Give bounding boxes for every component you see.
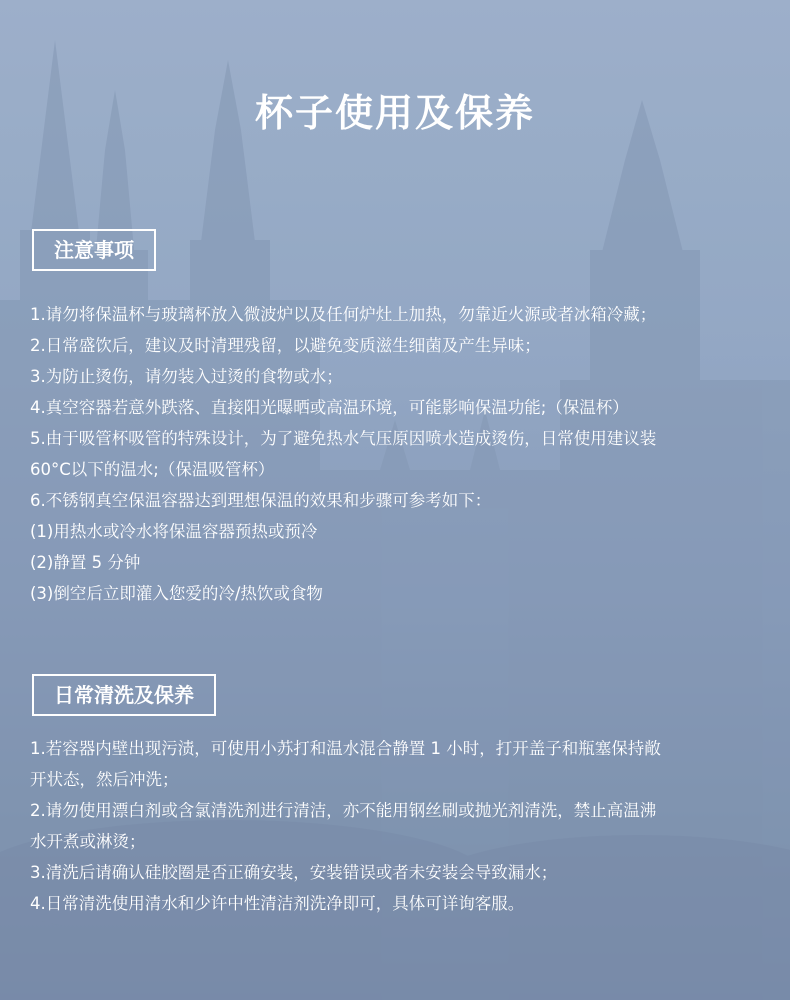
notice-line: 6.不锈钢真空保温容器达到理想保温的效果和步骤可参考如下： [30,491,492,510]
cleaning-line: 水开煮或淋烫； [30,832,146,851]
cleaning-line: 1.若容器内壁出现污渍，可使用小苏打和温水混合静置 1 小时，打开盖子和瓶塞保持敞 [30,739,661,758]
notice-line: 4.真空容器若意外跌落、直接阳光曝晒或高温环境，可能影响保温功能;（保温杯） [30,398,629,417]
notice-line: 1.请勿将保温杯与玻璃杯放入微波炉以及任何炉灶上加热，勿靠近火源或者冰箱冷藏； [30,305,657,324]
notice-line: 60°C以下的温水;（保温吸管杯） [30,460,275,479]
notice-line: 5.由于吸管杯吸管的特殊设计，为了避免热水气压原因喷水造成烫伤，日常使用建议装 [30,429,657,448]
section-heading-notice: 注意事项 [32,229,156,271]
cleaning-line: 4.日常清洗使用清水和少许中性清洁剂洗净即可，具体可详询客服。 [30,894,525,913]
notice-line: (3)倒空后立即灌入您爱的冷/热饮或食物 [30,584,323,603]
section-heading-cleaning: 日常清洗及保养 [32,674,216,716]
notice-line: 2.日常盛饮后，建议及时清理残留，以避免变质滋生细菌及产生异味； [30,336,541,355]
notice-line: (2)静置 5 分钟 [30,553,141,572]
cleaning-line: 2.请勿使用漂白剂或含氯清洗剂进行清洁，亦不能用钢丝刷或抛光剂清洗，禁止高温沸 [30,801,657,820]
notice-list [30,299,770,609]
notice-line: 3.为防止烫伤，请勿装入过烫的食物或水； [30,367,343,386]
page-title: 杯子使用及保养 [254,91,535,135]
cleaning-line: 开状态，然后冲洗； [30,770,179,789]
cleaning-line: 3.清洗后请确认硅胶圈是否正确安装，安装错误或者未安装会导致漏水； [30,863,558,882]
cleaning-list [30,733,770,919]
notice-line: (1)用热水或冷水将保温容器预热或预冷 [30,522,318,541]
